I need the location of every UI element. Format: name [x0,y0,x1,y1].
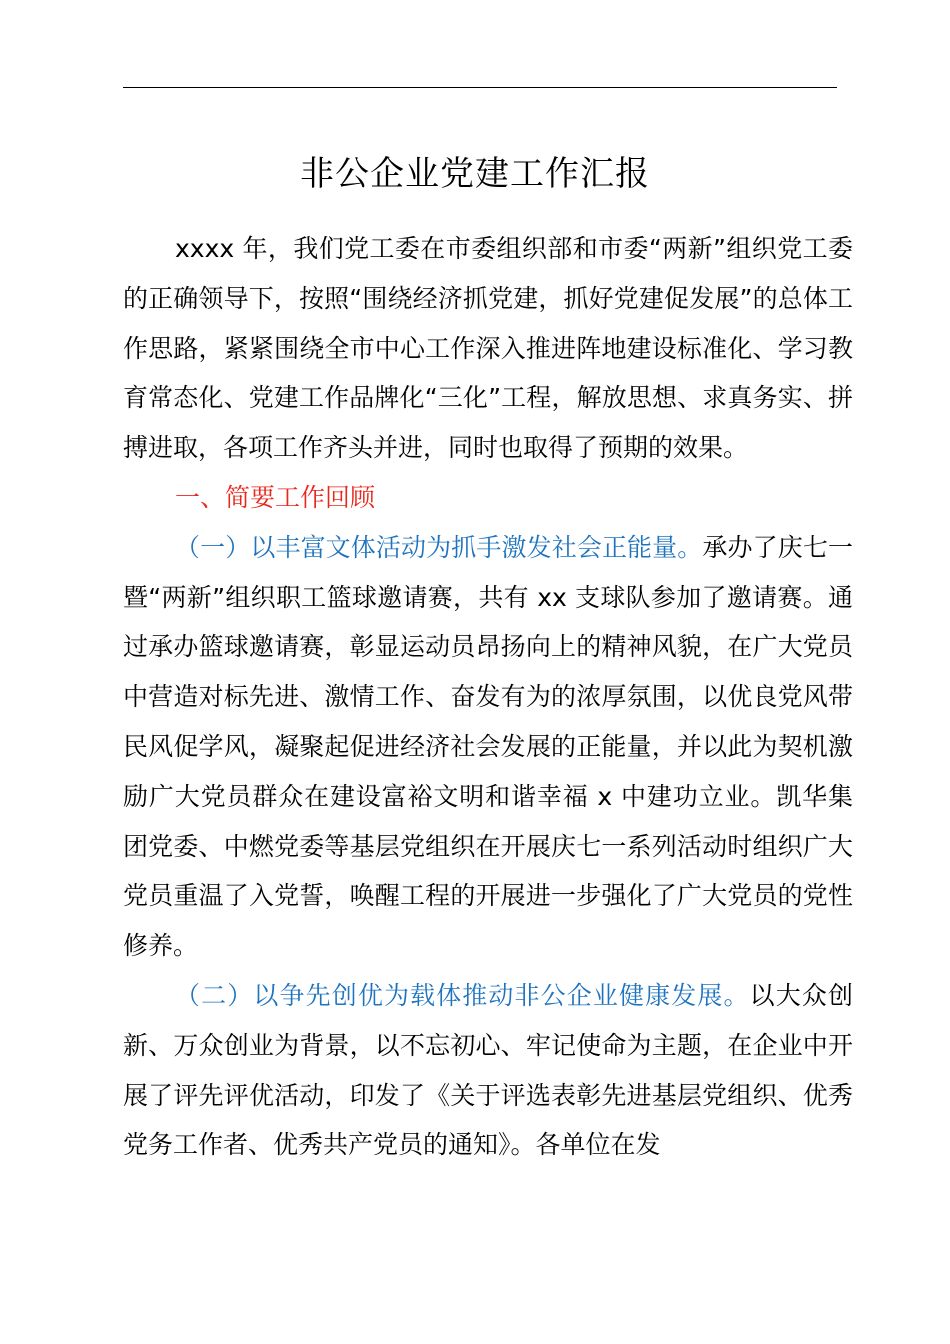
subsection-2-body: 以大众创新、万众创业为背景，以不忘初心、牢记使命为主题，在企业中开展了评先评优活动，印发了《关于评选表彰先进基层党组织、优秀党务工作者、优秀共产党员的通知》。各单位在发 [123,980,853,1160]
header-rule [123,87,837,88]
subsection-1-paragraph [123,523,853,971]
subsection-2-heading: （二）以争先创优为载体推动非公企业健康发展。 [175,980,750,1010]
subsection-1-body: 承办了庆七一暨“两新”组织职工篮球邀请赛，共有 xx 支球队参加了邀请赛。通过承办篮球邀请赛，彰显运动员昂扬向上的精神风貌，在广大党员中营造对标先进、激情工作、奋发有为的浓厚氛围，以优良党风带民风促学风，凝聚起促进经济社会发展的正能量，并以此为契机激励广大党员群众在建设富裕文明和谐幸福 x 中建功立业。凯华集团党委、中燃党委等基层党组织在开展庆七一系列活动时组织广大党员重温了入党誓，唤醒工程的开展进一步强化了广大党员的党性修养。 [123,532,853,961]
document-body [123,224,853,1170]
page-title: 非公企业党建工作汇报 [300,154,650,194]
subsection-2-paragraph [123,971,853,1170]
subsection-1-heading: （一）以丰富文体活动为抓手激发社会正能量。 [175,532,703,562]
intro-paragraph: xxxx 年，我们党工委在市委组织部和市委“两新”组织党工委的正确领导下，按照“围绕经济抓党建，抓好党建促发展”的总体工作思路，紧紧围绕全市中心工作深入推进阵地建设标准化、学习教育常态化、党建工作品牌化“三化”工程，解放思想、求真务实、拼搏进取，各项工作齐头并进，同时也取得了预期的效果。 [123,234,853,463]
section-heading [123,473,853,523]
section-heading-text: 一、简要工作回顾 [175,482,376,512]
